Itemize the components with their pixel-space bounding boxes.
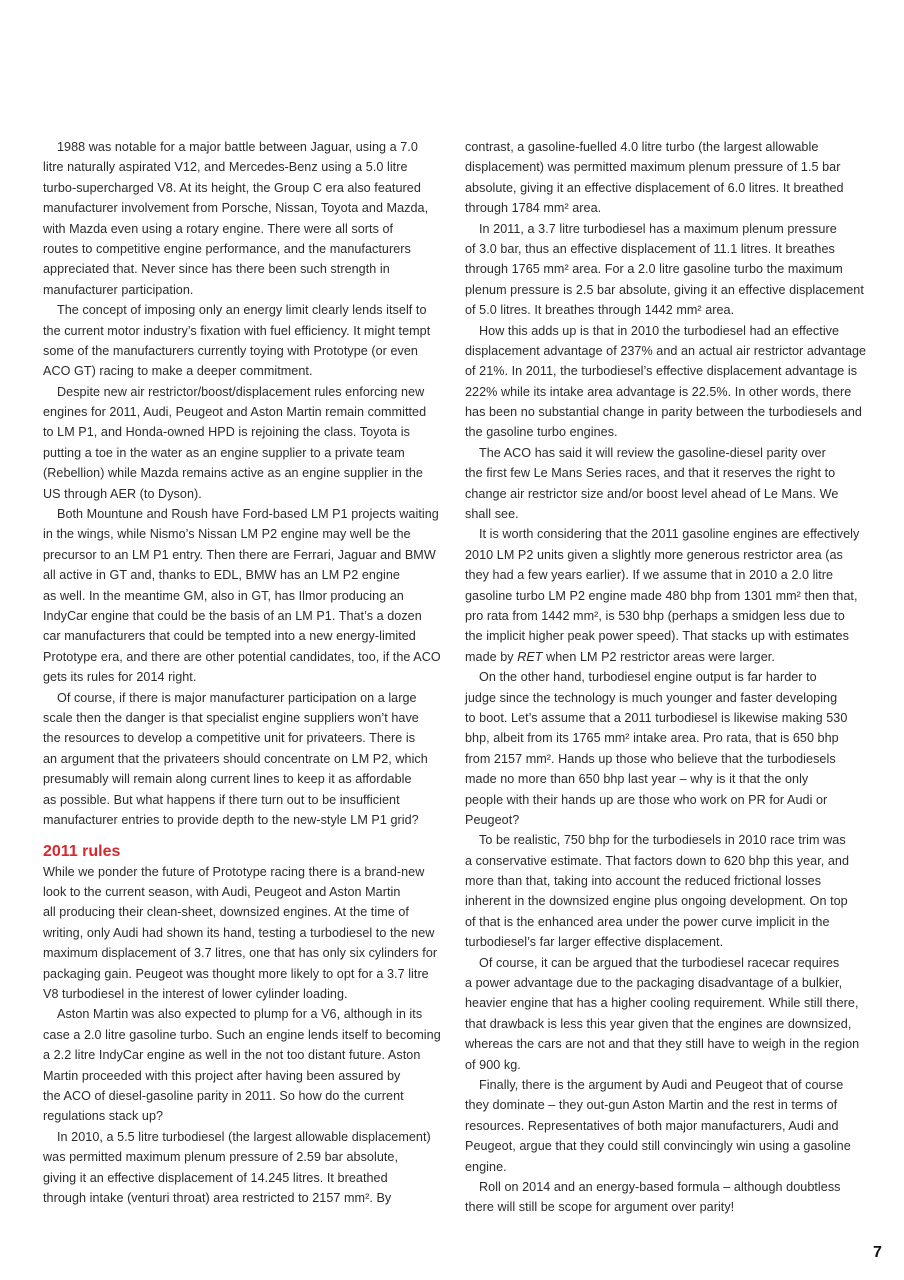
text-line: bhp, albeit from its 1765 mm² intake area. Pro rata, that is 650 bhp	[465, 731, 839, 746]
text-line: routes to competitive engine performance, and the manufacturers	[43, 241, 411, 256]
text-line: of that is the enhanced area under the power curve implicit in the	[465, 914, 830, 929]
text-line: Peugeot?	[465, 812, 520, 827]
text-line: made by RET when LM P2 restrictor areas were larger.	[465, 649, 775, 664]
text-line: the current motor industry’s fixation with fuel efficiency. It might tempt	[43, 323, 431, 338]
text-line: case a 2.0 litre gasoline turbo. Such an engine lends itself to becoming	[43, 1027, 441, 1042]
paragraph-first-line: Of course, if there is major manufacturer participation on a large	[57, 690, 417, 705]
paragraph-first-line: In 2010, a 5.5 litre turbodiesel (the largest allowable displacement)	[57, 1129, 431, 1144]
text-line: 222% while its intake area advantage is 22.5%. In other words, there	[465, 384, 852, 399]
text-line: the first few Le Mans Series races, and that it reserves the right to	[465, 466, 836, 481]
text-line: a 2.2 litre IndyCar engine as well in the not too distant future. Aston	[43, 1048, 421, 1063]
text-line: the gasoline turbo engines.	[465, 425, 618, 440]
right-column	[465, 137, 885, 1218]
text-line: Prototype era, and there are other potential candidates, too, if the ACO	[43, 649, 441, 664]
text-line: pro rata from 1442 mm², is 530 bhp (perhaps a smidgen less due to	[465, 608, 845, 623]
paragraph-first-line: Of course, it can be argued that the turbodiesel racecar requires	[479, 955, 840, 970]
text-line: car manufacturers that could be tempted into a new energy-limited	[43, 629, 416, 644]
paragraph-first-line: To be realistic, 750 bhp for the turbodiesels in 2010 race trim was	[479, 833, 846, 848]
paragraph-first-line: It is worth considering that the 2011 gasoline engines are effectively	[479, 527, 860, 542]
text-line: judge since the technology is much younger and faster developing	[465, 690, 838, 705]
text-line: US through AER (to Dyson).	[43, 486, 202, 501]
text-line: litre naturally aspirated V12, and Mercedes-Benz using a 5.0 litre	[43, 160, 408, 175]
text-line: plenum pressure is 2.5 bar absolute, giving it an effective displacement	[465, 282, 864, 297]
text-line: through intake (venturi throat) area restricted to 2157 mm². By	[43, 1190, 392, 1205]
text-line: made no more than 650 bhp last year – why is it that the only	[465, 772, 809, 787]
text-line: maximum displacement of 3.7 litres, one that has only six cylinders for	[43, 946, 438, 961]
text-line: to LM P1, and Honda-owned HPD is rejoining the class. Toyota is	[43, 425, 410, 440]
text-line: the resources to develop a competitive unit for privateers. There is	[43, 731, 416, 746]
text-line: manufacturer involvement from Porsche, Nissan, Toyota and Mazda,	[43, 201, 429, 216]
text-line: some of the manufacturers currently toying with Prototype (or even	[43, 343, 418, 358]
text-line: While we ponder the future of Prototype racing there is a brand-new	[43, 864, 425, 879]
text-line: shall see.	[465, 507, 519, 522]
text-line: of 3.0 bar, thus an effective displacement of 11.1 litres. It breathes	[465, 241, 835, 256]
paragraph-first-line: Both Mountune and Roush have Ford-based LM P1 projects waiting	[57, 507, 439, 522]
text-line: scale then the danger is that specialist engine suppliers won’t have	[43, 710, 419, 725]
text-line: all producing their clean-sheet, downsized engines. At the time of	[43, 905, 409, 920]
text-line: turbo-supercharged V8. At its height, the Group C era also featured	[43, 180, 421, 195]
text-line: Martin proceeded with this project after having been assured by	[43, 1068, 401, 1083]
text-line: turbodiesel’s far larger effective displacement.	[465, 935, 724, 950]
text-line: precursor to an LM P1 entry. Then there are Ferrari, Jaguar and BMW	[43, 547, 436, 562]
text-line: of 5.0 litres. It breathes through 1442 mm² area.	[465, 303, 735, 318]
text-line: resources. Representatives of both major manufacturers, Audi and	[465, 1118, 839, 1133]
text-line: writing, only Audi had shown its hand, testing a turbodiesel to the new	[43, 925, 435, 940]
paragraph-first-line: How this adds up is that in 2010 the turbodiesel had an effective	[479, 323, 840, 338]
text-line: more than that, taking into account the reduced frictional losses	[465, 874, 822, 889]
paragraph-first-line: Roll on 2014 and an energy-based formula – although doubtless	[479, 1179, 841, 1194]
text-line: whereas the cars are not and that they still have to weigh in the region	[465, 1037, 860, 1052]
text-line: people with their hands up are those who work on PR for Audi or	[465, 792, 828, 807]
text-line: heavier engine that has a higher cooling requirement. While still there,	[465, 996, 859, 1011]
text-line: giving it an effective displacement of 14.245 litres. It breathed	[43, 1170, 388, 1185]
text-line: presumably will remain along current lines to keep it as affordable	[43, 772, 412, 787]
text-line: a conservative estimate. That factors down to 620 bhp this year, and	[465, 853, 849, 868]
paragraph-first-line: Despite new air restrictor/boost/displacement rules enforcing new	[57, 384, 425, 399]
text-line: has been no substantial change in parity between the turbodiesels and	[465, 405, 862, 420]
text-line: Peugeot, argue that they could still convincingly win using a gasoline	[465, 1139, 851, 1154]
text-line: there will still be scope for argument over parity!	[465, 1200, 735, 1215]
text-line: to boot. Let’s assume that a 2011 turbodiesel is likewise making 530	[465, 710, 848, 725]
text-line: as well. In the meantime GM, also in GT, has Ilmor producing an	[43, 588, 404, 603]
paragraph-first-line: Aston Martin was also expected to plump for a V6, although in its	[57, 1007, 423, 1022]
paragraph-first-line: Finally, there is the argument by Audi and Peugeot that of course	[479, 1077, 844, 1092]
text-line: engine.	[465, 1159, 507, 1174]
text-line: through 1765 mm² area. For a 2.0 litre gasoline turbo the maximum	[465, 262, 843, 277]
text-line: in the wings, while Nismo’s Nissan LM P2 engine may well be the	[43, 527, 411, 542]
text-line: displacement advantage of 237% and an actual air restrictor advantage	[465, 343, 867, 358]
text-line: V8 turbodiesel in the interest of lower cylinder loading.	[43, 987, 348, 1002]
text-line: they had a few years earlier). If we assume that in 2010 a 2.0 litre	[465, 568, 834, 583]
section-heading: 2011 rules	[43, 843, 121, 861]
text-line: look to the current season, with Audi, Peugeot and Aston Martin	[43, 885, 401, 900]
text-line: inherent in the downsized engine plus ongoing development. On top	[465, 894, 848, 909]
text-line: (Rebellion) while Mazda remains active as an engine supplier in the	[43, 466, 423, 481]
text-line: IndyCar engine that could be the basis of an LM P1. That’s a dozen	[43, 608, 422, 623]
text-line: with Mazda even using a rotary engine. There were all sorts of	[43, 221, 394, 236]
text-line: a power advantage due to the packaging disadvantage of a bulkier,	[465, 976, 843, 991]
paragraph-first-line: 1988 was notable for a major battle between Jaguar, using a 7.0	[57, 140, 418, 154]
left-column	[43, 137, 463, 1208]
text-line: the ACO of diesel-gasoline parity in 2011. So how do the current	[43, 1088, 404, 1103]
text-line: ACO GT) racing to make a deeper commitment.	[43, 364, 313, 379]
text-line: they dominate – they out-gun Aston Martin and the rest in terms of	[465, 1098, 838, 1113]
text-line: absolute, giving it an effective displacement of 6.0 litres. It breathed	[465, 180, 844, 195]
text-line: through 1784 mm² area.	[465, 201, 602, 216]
publication-name: RET	[517, 649, 543, 664]
page-number: 7	[873, 1244, 882, 1261]
text-line: of 900 kg.	[465, 1057, 521, 1072]
text-line: as possible. But what happens if there turn out to be insufficient	[43, 792, 400, 807]
paragraph-first-line: The ACO has said it will review the gasoline-diesel parity over	[479, 445, 826, 460]
text-line: gets its rules for 2014 right.	[43, 670, 197, 685]
text-line: was permitted maximum plenum pressure of 2.59 bar absolute,	[43, 1150, 399, 1165]
text-line: packaging gain. Peugeot was thought more likely to opt for a 3.7 litre	[43, 966, 429, 981]
text-line: putting a toe in the water as an engine supplier to a private team	[43, 445, 405, 460]
text-line: gasoline turbo LM P2 engine made 480 bhp from 1301 mm² then that,	[465, 588, 858, 603]
text-line: the implicit higher peak power speed). That stacks up with estimates	[465, 629, 849, 644]
text-line: regulations stack up?	[43, 1109, 164, 1124]
text-line: 2010 LM P2 units given a slightly more generous restrictor area (as	[465, 547, 843, 562]
paragraph-first-line: On the other hand, turbodiesel engine output is far harder to	[479, 670, 817, 685]
text-line: displacement) was permitted maximum plenum pressure of 1.5 bar	[465, 160, 841, 175]
text-line: of 21%. In 2011, the turbodiesel’s effective displacement advantage is	[465, 364, 858, 379]
text-line: change air restrictor size and/or boost level ahead of Le Mans. We	[465, 486, 839, 501]
text-line: appreciated that. Never since has there been such strength in	[43, 262, 390, 277]
text-line: engines for 2011, Audi, Peugeot and Aston Martin remain committed	[43, 405, 427, 420]
text-line: an argument that the privateers should concentrate on LM P2, which	[43, 751, 428, 766]
text-line: from 2157 mm². Hands up those who believe that the turbodiesels	[465, 751, 836, 766]
text-line: all active in GT and, thanks to EDL, BMW has an LM P2 engine	[43, 568, 400, 583]
paragraph-first-line: The concept of imposing only an energy limit clearly lends itself to	[57, 303, 427, 318]
text-line: manufacturer participation.	[43, 282, 194, 297]
text-line: contrast, a gasoline-fuelled 4.0 litre turbo (the largest allowable	[465, 140, 819, 154]
text-line: manufacturer entries to provide depth to the new-style LM P1 grid?	[43, 812, 419, 827]
paragraph-first-line: In 2011, a 3.7 litre turbodiesel has a maximum plenum pressure	[479, 221, 837, 236]
text-line: that drawback is less this year given that the engines are downsized,	[465, 1016, 852, 1031]
